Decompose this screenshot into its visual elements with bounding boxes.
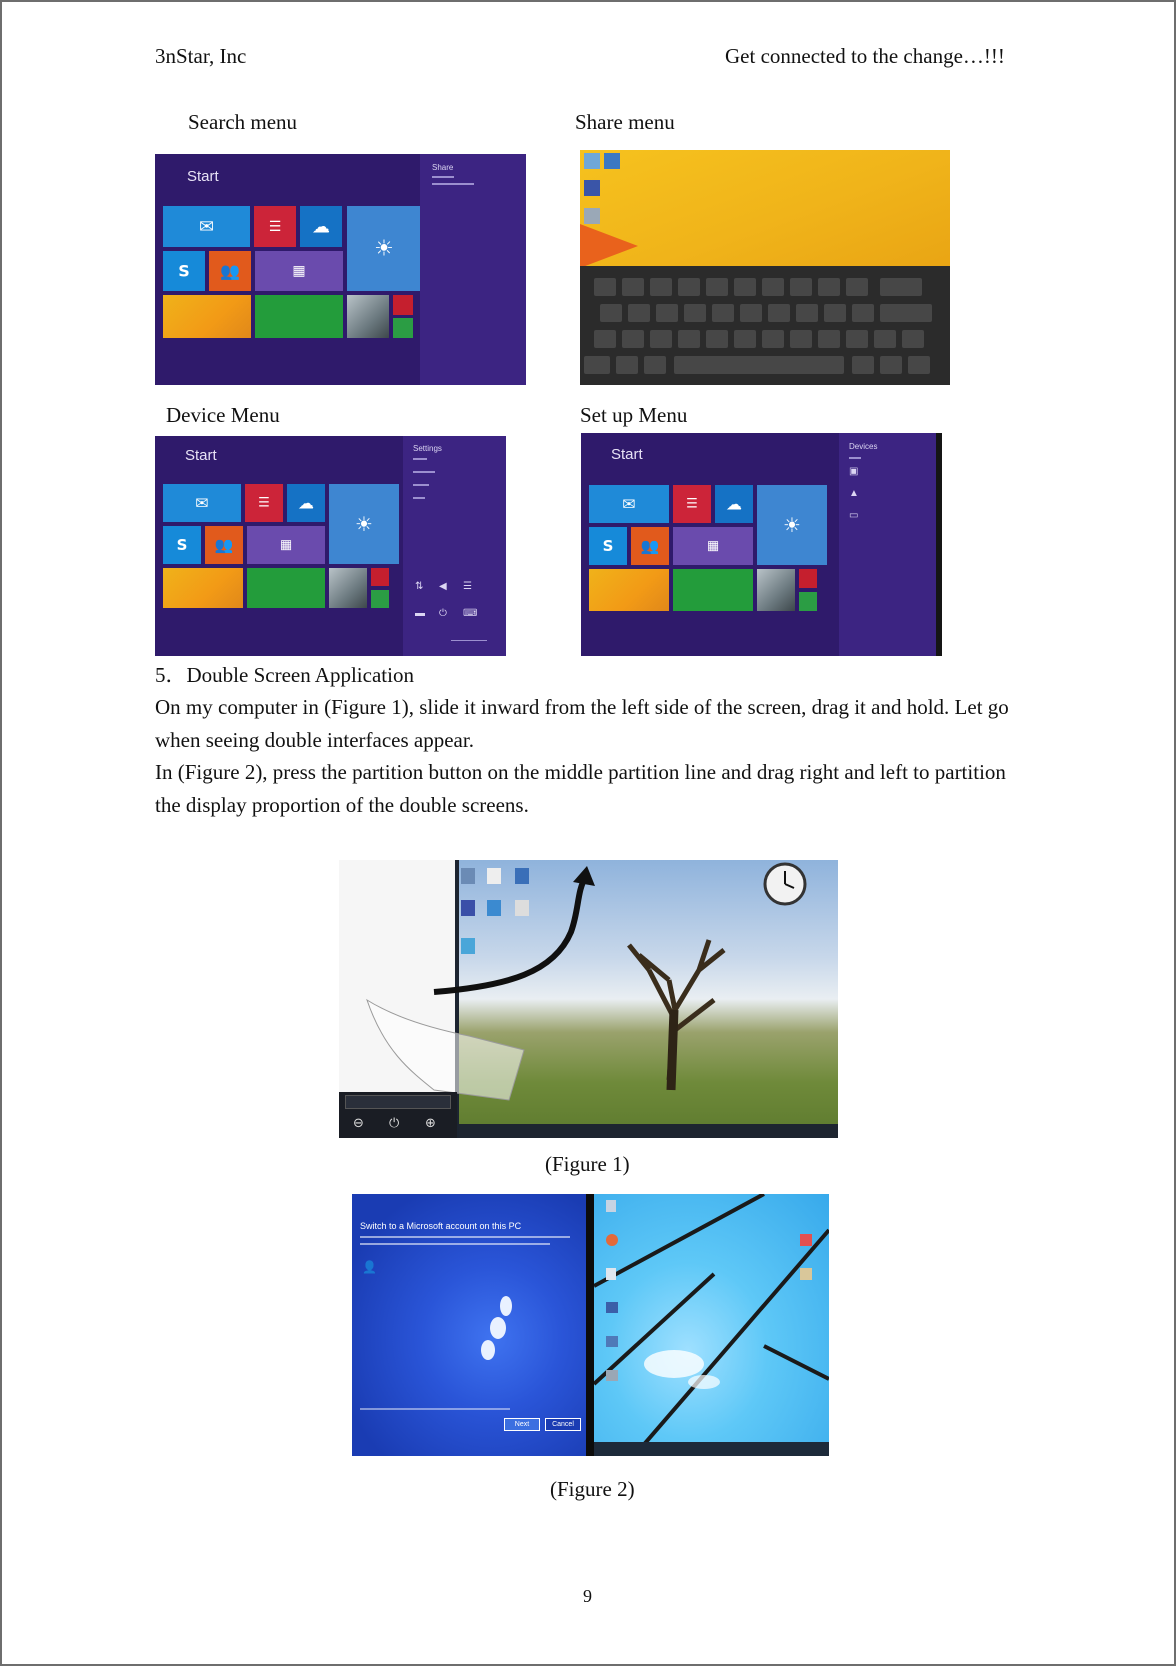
key [880, 356, 902, 374]
key [644, 356, 666, 374]
desktop-icon [584, 208, 600, 224]
notifications-icon: ▬ [415, 608, 425, 619]
key [852, 356, 874, 374]
section-paragraph-2: In (Figure 2), press the partition button on the middle partition line and drag right and left to partition the display proportion of the double screens. [155, 760, 1006, 817]
key [622, 278, 644, 296]
right-desktop-pane [594, 1194, 829, 1456]
setup-menu-screenshot [581, 433, 942, 656]
key [616, 356, 638, 374]
key [678, 330, 700, 348]
news-tile [673, 485, 711, 523]
cloud-icon: ☁ [726, 494, 742, 514]
cancel-button: Cancel [545, 1418, 581, 1431]
calendar-tile [673, 527, 753, 565]
key [656, 304, 678, 322]
key [846, 330, 868, 348]
devices-side-panel [839, 433, 942, 656]
project-icon: ▭ [849, 510, 859, 521]
desktop-icon [800, 1268, 812, 1280]
cloud-icon: ☁ [312, 216, 330, 237]
page-number: 9 [583, 1586, 592, 1606]
wallpaper-shape [580, 224, 638, 268]
power-icon: ⏻ [389, 1116, 400, 1131]
desktop-icon [584, 153, 600, 169]
mail-tile [163, 206, 250, 247]
desktop-background [580, 150, 950, 266]
wallpaper-lines [594, 1194, 829, 1456]
key [818, 278, 840, 296]
desktop-icon [604, 153, 620, 169]
header-company: 3nStar, Inc [155, 44, 247, 68]
key [846, 278, 868, 296]
key [628, 304, 650, 322]
skype-icon: S [178, 261, 190, 281]
share-panel-title: Share [432, 163, 454, 172]
on-screen-keyboard [580, 266, 950, 385]
people-tile [205, 526, 243, 564]
skype-tile [163, 526, 201, 564]
figure-1-caption: (Figure 1) [545, 1152, 630, 1176]
key [790, 330, 812, 348]
games-tile [393, 318, 413, 338]
news-tile [245, 484, 283, 522]
news-icon: ☰ [268, 218, 282, 235]
start-label: Start [187, 168, 219, 185]
key [678, 278, 700, 296]
key [594, 278, 616, 296]
desktop-tile [589, 569, 669, 611]
finance-tile [247, 568, 325, 608]
games-tile [799, 592, 817, 611]
search-box [345, 1095, 451, 1109]
video-tile [371, 568, 389, 586]
print-icon: ▲ [849, 488, 859, 499]
forward-icon: ⊕ [425, 1116, 436, 1131]
weather-tile [347, 206, 421, 291]
mail-tile [163, 484, 241, 522]
left-app-pane [352, 1194, 586, 1456]
power-icon: ⏻ [439, 608, 447, 619]
backspace-key [880, 278, 922, 296]
people-icon: 👥 [640, 537, 660, 555]
settings-panel-title: Settings [413, 444, 442, 453]
games-tile [371, 590, 389, 608]
back-icon: ⊖ [353, 1116, 364, 1131]
calendar-icon: ▦ [292, 263, 306, 279]
key [584, 356, 610, 374]
desktop-icon [606, 1200, 616, 1212]
news-icon: ☰ [686, 496, 698, 512]
share-menu-caption: Share menu [575, 110, 675, 134]
partition-button [586, 1194, 594, 1456]
devices-panel-title: Devices [849, 442, 878, 451]
device-menu-screenshot [155, 436, 506, 656]
finance-tile [673, 569, 753, 611]
mail-icon: ✉ [622, 494, 636, 514]
skype-icon: S [176, 536, 188, 554]
network-icon: ⇅ [415, 581, 424, 592]
section-paragraph-1: On my computer in (Figure 1), slide it inward from the left side of the screen, drag it and hold. Let go when seeing double interfaces appear. [155, 695, 1009, 752]
setup-menu-caption: Set up Menu [580, 403, 688, 427]
sun-icon: ☀ [355, 512, 373, 536]
device-menu-caption: Device Menu [166, 403, 280, 427]
start-label: Start [185, 447, 217, 464]
key [762, 278, 784, 296]
touch-glare [472, 1284, 532, 1374]
desktop-tile [163, 295, 251, 338]
calendar-tile [255, 251, 343, 291]
key [706, 330, 728, 348]
skype-tile [163, 251, 205, 291]
desktop-tile [163, 568, 243, 608]
desktop-icon [800, 1234, 812, 1246]
key [852, 304, 874, 322]
section-heading [155, 663, 414, 687]
key [796, 304, 818, 322]
photo-tile [329, 568, 367, 608]
key [790, 278, 812, 296]
onedrive-tile [287, 484, 325, 522]
calendar-icon: ▦ [279, 537, 293, 553]
video-tile [799, 569, 817, 588]
key [902, 330, 924, 348]
onedrive-tile [715, 485, 753, 523]
charm-bar [339, 1092, 457, 1138]
people-tile [209, 251, 251, 291]
key [622, 330, 644, 348]
weather-tile [329, 484, 399, 564]
desktop-icon [606, 1370, 618, 1381]
key [874, 330, 896, 348]
photo-tile [347, 295, 389, 338]
user-icon: 👤 [362, 1260, 377, 1274]
news-icon: ☰ [258, 495, 270, 511]
key [740, 304, 762, 322]
key [684, 304, 706, 322]
section-number: 5． [155, 663, 187, 687]
figure-2-caption: (Figure 2) [550, 1477, 635, 1501]
cloud-icon: ☁ [298, 493, 314, 513]
section-title: Double Screen Application [186, 663, 414, 687]
people-icon: 👥 [220, 261, 240, 281]
key [600, 304, 622, 322]
skype-tile [589, 527, 627, 565]
weather-tile [757, 485, 827, 565]
search-menu-screenshot [155, 154, 526, 385]
onedrive-tile [300, 206, 342, 247]
enter-key [880, 304, 932, 322]
sun-icon: ☀ [783, 513, 801, 537]
settings-side-panel [403, 436, 506, 656]
key [706, 278, 728, 296]
next-button: Next [504, 1418, 540, 1431]
spacebar-key [674, 356, 844, 374]
key [594, 330, 616, 348]
key [762, 330, 784, 348]
key [650, 330, 672, 348]
key [768, 304, 790, 322]
photo-tile [757, 569, 795, 611]
dialog-title: Switch to a Microsoft account on this PC [360, 1221, 522, 1231]
finance-tile [255, 295, 343, 338]
mail-tile [589, 485, 669, 523]
share-menu-screenshot [580, 150, 950, 385]
key [824, 304, 846, 322]
search-menu-caption: Search menu [188, 110, 298, 134]
play-icon: ▣ [849, 466, 859, 477]
share-side-panel [420, 154, 526, 385]
desktop-icon [606, 1336, 618, 1347]
keyboard-icon: ⌨ [463, 608, 478, 619]
news-tile [254, 206, 296, 247]
skype-icon: S [602, 537, 614, 555]
calendar-icon: ▦ [706, 538, 720, 554]
sun-icon: ☀ [374, 236, 394, 261]
video-tile [393, 295, 413, 315]
key [908, 356, 930, 374]
header-tagline: Get connected to the change…!!! [725, 44, 1005, 68]
figure-1-screenshot [339, 860, 838, 1138]
brightness-icon: ☰ [463, 581, 472, 592]
desktop-icon [584, 180, 600, 196]
desktop-icon [606, 1268, 616, 1280]
key [712, 304, 734, 322]
mail-icon: ✉ [195, 493, 209, 513]
desktop-icon [606, 1302, 618, 1313]
key [734, 278, 756, 296]
start-label: Start [611, 446, 643, 463]
people-icon: 👥 [214, 536, 234, 554]
calendar-tile [247, 526, 325, 564]
volume-icon: ◀ [439, 581, 447, 592]
mail-icon: ✉ [198, 216, 215, 237]
desktop-icon [606, 1234, 618, 1246]
key [650, 278, 672, 296]
key [734, 330, 756, 348]
people-tile [631, 527, 669, 565]
key [818, 330, 840, 348]
figure-2-screenshot [352, 1194, 829, 1456]
